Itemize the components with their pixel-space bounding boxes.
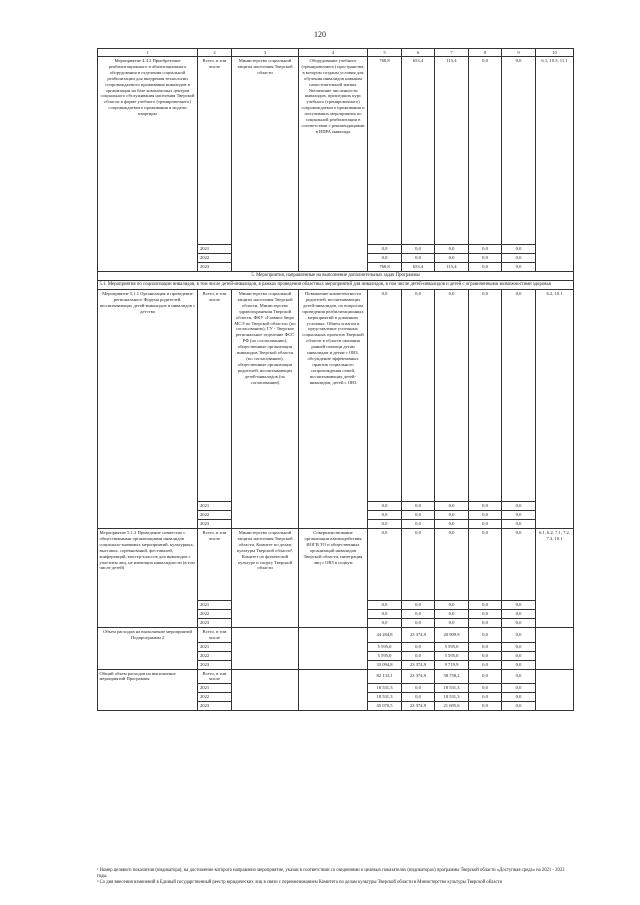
- table-cell: 0,0: [469, 693, 502, 702]
- table-cell: 0,0: [469, 57, 502, 245]
- measure-executor: Министерство социальной защиты населения Тверской области, Комитет по делам культуры Тверской области², Комитет по физической культуре и спорту Тверской области: [232, 529, 299, 628]
- table-row: [98, 628, 574, 643]
- column-number: 3: [232, 49, 299, 57]
- total-label: Общий объем расходов на выполнение мероприятий Программы: [98, 669, 198, 711]
- table-cell: 18 531,3: [368, 693, 402, 702]
- table-cell: 0,0: [502, 628, 536, 643]
- table-cell: 0,0: [502, 610, 536, 619]
- table-cell: 0,0: [435, 529, 469, 601]
- table-cell: 0,0: [502, 651, 536, 660]
- table-cell: 0,0: [469, 601, 502, 610]
- table-cell: 0,0: [502, 702, 536, 711]
- table-cell: 0,0: [469, 619, 502, 628]
- measure-executor: Министерство социальной защиты населения Тверской области: [232, 57, 299, 272]
- column-number: 9: [502, 49, 536, 57]
- table-cell: 0,0: [435, 254, 469, 263]
- table-cell: 768,8: [368, 57, 402, 245]
- subsection-heading: 5.1. Мероприятия по социализации инвалидов, в том числе детей-инвалидов, в рамках проведения областных мероприятий для инвалидов, в том числе детей-инвалидов и детей с ограниченными возможностями здоровья: [98, 281, 574, 290]
- column-number: 6: [402, 49, 435, 57]
- table-cell: 0,0: [502, 693, 536, 702]
- table-cell: 0,0: [469, 263, 502, 272]
- table-cell: 0,0: [368, 529, 402, 601]
- table-cell: 5 595,0: [435, 651, 469, 660]
- table-cell: 33 094,8: [368, 660, 402, 669]
- table-cell: 45 070,5: [368, 702, 402, 711]
- year-label: 2022: [198, 651, 232, 660]
- year-label: 2023: [198, 520, 232, 529]
- table-cell: 0,0: [435, 511, 469, 520]
- table-cell: 5 595,0: [368, 642, 402, 651]
- column-number: 4: [299, 49, 368, 57]
- column-number: 7: [435, 49, 469, 57]
- period-label: Всего, в том числе: [198, 669, 232, 684]
- table-cell: 0,0: [402, 529, 435, 601]
- table-cell: 0,0: [435, 245, 469, 254]
- table-cell: 0,0: [469, 702, 502, 711]
- table-cell: 21 695,6: [435, 702, 469, 711]
- table-cell: 653,4: [402, 263, 435, 272]
- table-cell: 0,0: [469, 684, 502, 693]
- footnotes: [97, 868, 575, 885]
- table-cell: 0,0: [469, 642, 502, 651]
- table-cell: 0,0: [402, 684, 435, 693]
- empty-cell: [536, 628, 574, 670]
- empty-cell: [232, 628, 299, 670]
- table-cell: 0,0: [469, 669, 502, 684]
- section-heading-row: [98, 272, 574, 281]
- empty-cell: [299, 669, 368, 711]
- table-cell: 0,0: [435, 520, 469, 529]
- table-cell: 23 374,9: [402, 702, 435, 711]
- table-cell: 0,0: [502, 290, 536, 502]
- table-cell: 0,0: [402, 642, 435, 651]
- table-cell: 0,0: [402, 502, 435, 511]
- year-label: 2021: [198, 502, 232, 511]
- table-cell: 58 758,2: [435, 669, 469, 684]
- table-cell: 0,0: [502, 511, 536, 520]
- table-cell: 23 374,9: [402, 628, 435, 643]
- table-row: [98, 290, 574, 502]
- table-cell: 0,0: [469, 660, 502, 669]
- footnote: ¹ Номер целевого показателя (индикатора), на достижение которого направлено мероприятие, указан в соответствии со сведениями о целевых показателях (индикаторах) программы Тверской области «Доступная среда» на 2021 - 2023 годы: [97, 868, 565, 879]
- table-cell: 0,0: [402, 511, 435, 520]
- year-label: 2023: [198, 619, 232, 628]
- table-cell: 0,0: [368, 290, 402, 502]
- table-cell: 0,0: [502, 245, 536, 254]
- table-cell: 0,0: [502, 254, 536, 263]
- indicator-numbers: 6.1, 6.2, 7.1, 7.2, 7.3, 10.1: [536, 529, 574, 628]
- table-cell: 0,0: [469, 245, 502, 254]
- table-cell: 0,0: [502, 263, 536, 272]
- empty-cell: [536, 669, 574, 711]
- table-cell: 0,0: [469, 254, 502, 263]
- table-cell: 23 374,9: [402, 660, 435, 669]
- column-number: 10: [536, 49, 574, 57]
- table-cell: 0,0: [502, 57, 536, 245]
- table-cell: 0,0: [368, 610, 402, 619]
- table-cell: 5 595,0: [368, 651, 402, 660]
- table-row: [98, 669, 574, 684]
- measures-table: [97, 48, 574, 711]
- measure-name: Мероприятие 4.4.2 Приобретение реабилитационного и абилитационного оборудования в отделения социальной реабилитации для внедрения технологии сопровождаемого проживания инвалидов в организации на базе комплексных центров социального обслуживания населения Тверской области в форме учебного (тренировочного) сопровождаемого проживания в модели квартиры: [98, 57, 198, 272]
- table-cell: 0,0: [435, 601, 469, 610]
- column-number: 5: [368, 49, 402, 57]
- measure-result: Повышение компетентности родителей, воспитывающих детей-инвалидов, по вопросам проведения реабилитационных мероприятий в домашних условиях. Обмен опытом и представление успешных социальных проектов Тверской области в области оказания ранней помощи детям инвалидам и детям с ОВЗ, обсуждение эффективных практик социального сопровождения семей, воспитывающих детей-инвалидов, детей с ОВЗ: [299, 290, 368, 529]
- table-cell: 0,0: [402, 610, 435, 619]
- subsection-heading-row: [98, 281, 574, 290]
- table-cell: 18 531,3: [368, 684, 402, 693]
- table-cell: 0,0: [469, 511, 502, 520]
- table-cell: 0,0: [502, 660, 536, 669]
- measure-name: Мероприятие 5.1.1 Организация и проведение регионального Форума родителей, воспитывающих детей-инвалидов и инвалидов с детства: [98, 290, 198, 529]
- column-number: 1: [98, 49, 198, 57]
- table-cell: 0,0: [502, 502, 536, 511]
- table-cell: 0,0: [469, 628, 502, 643]
- table-cell: 0,0: [368, 520, 402, 529]
- year-label: 2022: [198, 610, 232, 619]
- table-cell: 18 531,3: [435, 693, 469, 702]
- column-number: 2: [198, 49, 232, 57]
- table-cell: 0,0: [402, 290, 435, 502]
- table-cell: 44 284,8: [368, 628, 402, 643]
- footnote: ² Со дня внесения изменений в Единый государственный реестр юридических лиц в связи с переименованием Комитета по делам культуры Тверской области в Министерство культуры Тверской области: [97, 879, 503, 885]
- indicator-numbers: 6.1, 10.3, 11.1: [536, 57, 574, 272]
- table-cell: 0,0: [368, 254, 402, 263]
- measure-result: Оборудование учебного (тренировочного) пространства, в котором созданы условия для обучения инвалидов навыкам самостоятельной жизни. Увеличение численности инвалидов, прошедших курс учебного (тренировочного) сопровождаемого проживания и получивших мероприятия по социальной реабилитации в соответствии с рекомендациями в ИПРА инвалида: [299, 57, 368, 272]
- year-label: 2022: [198, 693, 232, 702]
- table-cell: 0,0: [402, 693, 435, 702]
- page-number: 120: [314, 30, 326, 39]
- table-cell: 0,0: [502, 520, 536, 529]
- table-cell: 0,0: [368, 601, 402, 610]
- measure-result: Совершенствование организации взаимодействия ИОГВ ТО и общественных организаций инвалидов Тверской области, интеграция лиц с ОВЗ в социум: [299, 529, 368, 628]
- year-label: 2021: [198, 245, 232, 254]
- section-heading: 5. Мероприятия, направленные на выполнение дополнительных задач Программы: [98, 272, 574, 281]
- table-cell: 115,4: [435, 263, 469, 272]
- table-cell: 0,0: [402, 651, 435, 660]
- table-cell: 115,4: [435, 57, 469, 245]
- table-cell: 0,0: [469, 502, 502, 511]
- table-cell: 0,0: [502, 669, 536, 684]
- table-cell: 0,0: [502, 601, 536, 610]
- table-cell: 768,8: [368, 263, 402, 272]
- table-cell: 0,0: [368, 619, 402, 628]
- year-label: 2021: [198, 601, 232, 610]
- table-cell: 0,0: [469, 610, 502, 619]
- table-cell: 0,0: [368, 502, 402, 511]
- year-label: 2021: [198, 684, 232, 693]
- column-number: 8: [469, 49, 502, 57]
- table-cell: 0,0: [469, 651, 502, 660]
- table-cell: 0,0: [368, 511, 402, 520]
- table-cell: 82 133,1: [368, 669, 402, 684]
- period-label: Всего, в том числе: [198, 529, 232, 601]
- table-cell: 0,0: [435, 610, 469, 619]
- table-cell: 0,0: [435, 290, 469, 502]
- empty-cell: [299, 628, 368, 670]
- table-cell: 0,0: [402, 601, 435, 610]
- table-cell: 20 909,9: [435, 628, 469, 643]
- table-cell: 0,0: [402, 245, 435, 254]
- table-cell: 0,0: [502, 619, 536, 628]
- total-label: Объем расходов на выполнение мероприятий Подпрограммы 2: [98, 628, 198, 670]
- year-label: 2023: [198, 702, 232, 711]
- table-row: [98, 57, 574, 245]
- period-label: Всего, в том числе: [198, 57, 232, 245]
- column-number-row: [98, 49, 574, 57]
- year-label: 2022: [198, 254, 232, 263]
- table-cell: 0,0: [502, 642, 536, 651]
- table-cell: 5 595,0: [435, 642, 469, 651]
- table-cell: 653,4: [402, 57, 435, 245]
- table-cell: 0,0: [368, 245, 402, 254]
- table-cell: 0,0: [402, 520, 435, 529]
- table-cell: 0,0: [469, 290, 502, 502]
- table-cell: 0,0: [469, 529, 502, 601]
- table-cell: 9 719,9: [435, 660, 469, 669]
- year-label: 2021: [198, 642, 232, 651]
- table-cell: 0,0: [402, 254, 435, 263]
- year-label: 2022: [198, 511, 232, 520]
- table-cell: 18 531,3: [435, 684, 469, 693]
- period-label: Всего, в том числе: [198, 628, 232, 643]
- table-cell: 0,0: [469, 520, 502, 529]
- period-label: Всего, в том числе: [198, 290, 232, 502]
- table-cell: 0,0: [435, 502, 469, 511]
- table-cell: 23 374,9: [402, 669, 435, 684]
- empty-cell: [232, 669, 299, 711]
- table-cell: 0,0: [502, 684, 536, 693]
- table-row: [98, 529, 574, 601]
- year-label: 2023: [198, 660, 232, 669]
- table-cell: 0,0: [502, 529, 536, 601]
- indicator-numbers: 6.2, 10.1: [536, 290, 574, 529]
- table-cell: 0,0: [402, 619, 435, 628]
- measure-executor: Министерство социальной защиты населения Тверской области, Министерство здравоохранения Тверской области, ФКУ «Главное бюро МСЭ по Тверской области» (по согласованию), ГУ - Тверское региональное отделение ФСС РФ (по согласованию), общественные организации инвалидов Тверской области (по согласованию), общественные организации родителей, воспитывающих детей-инвалидов (по согласованию): [232, 290, 299, 529]
- measure-name: Мероприятие 5.1.2 Проведение совместно с общественными организациями инвалидов социально-значимых мероприятий, культурных, выставок, соревнований, фестивалей, конференций, мастер-классов для инвалидов с участием лиц, не имеющих инвалидности (в том числе детей): [98, 529, 198, 628]
- year-label: 2023: [198, 263, 232, 272]
- table-cell: 0,0: [435, 619, 469, 628]
